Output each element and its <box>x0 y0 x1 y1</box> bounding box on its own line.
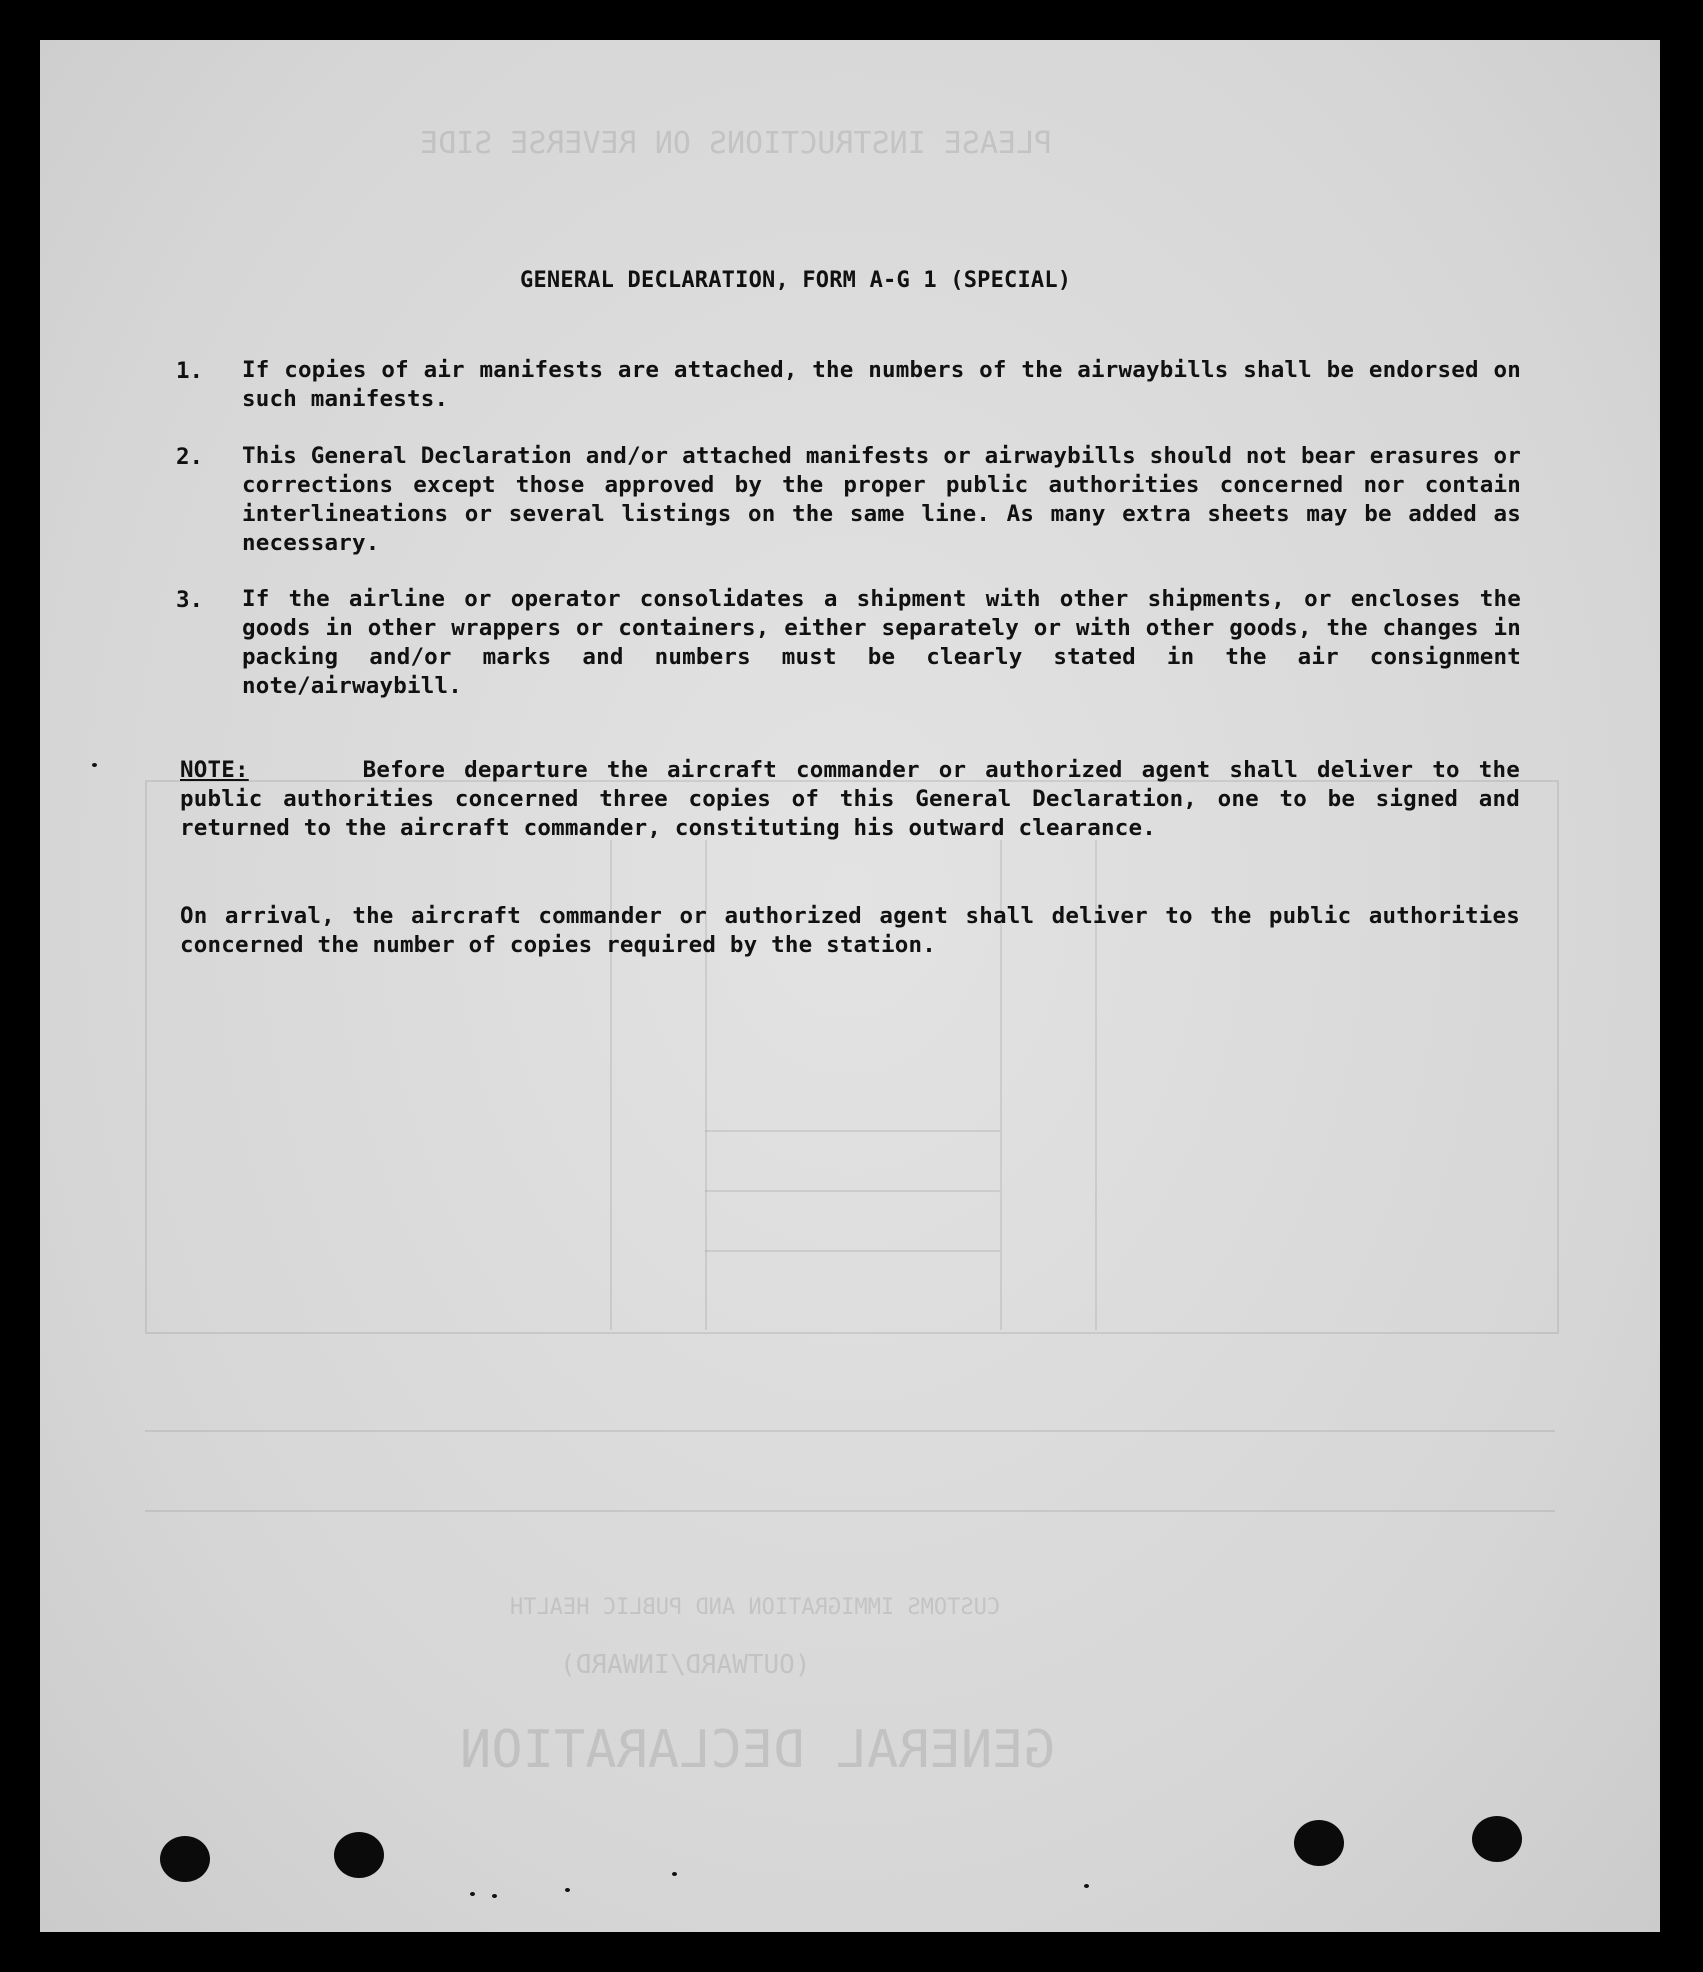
bleed-through-heading-large: GENERAL DECLARATION <box>460 1720 1055 1780</box>
item-1-number: 1. <box>176 358 204 384</box>
punch-hole <box>334 1832 384 1878</box>
document-page <box>40 40 1660 1932</box>
speck <box>92 763 97 767</box>
item-3-number: 3. <box>176 587 204 613</box>
bleed-through-heading: PLEASE INSTRUCTIONS ON REVERSE SIDE <box>420 126 1053 161</box>
speck <box>470 1892 475 1896</box>
bleed-through-subheading: (OUTWARD/INWARD) <box>560 1650 811 1680</box>
item-2-number: 2. <box>176 444 204 470</box>
punch-hole <box>1472 1816 1522 1862</box>
item-2-text: This General Declaration and/or attached manifests or airwaybills should not bear erasures or corrections except those approved by the proper public authorities concerned nor contain interlineations or several listings on the same line. As many extra sheets may be added as necessary. <box>242 443 1521 556</box>
item-3-text: If the airline or operator consolidates a shipment with other shipments, or encloses the goods in other wrappers or containers, either separately or with other goods, the changes in packing and/or marks and numbers must be clearly stated in the air consignment note/airwaybill. <box>242 586 1521 699</box>
bleed-through-row <box>145 1510 1555 1512</box>
punch-hole <box>160 1836 210 1882</box>
bleed-through-row <box>705 1130 1000 1132</box>
bleed-through-row <box>145 1430 1555 1432</box>
bleed-through-row <box>705 1190 1000 1192</box>
speck <box>1084 1884 1089 1888</box>
speck <box>492 1894 497 1898</box>
arrival-paragraph: On arrival, the aircraft commander or authorized agent shall deliver to the public authorities concerned the number of copies required by the station. <box>180 903 1520 958</box>
speck <box>672 1872 677 1876</box>
item-1-text: If copies of air manifests are attached, the numbers of the airwaybills shall be endorsed on such manifests. <box>242 357 1521 412</box>
punch-hole <box>1294 1820 1344 1866</box>
note-text: Before departure the aircraft commander or authorized agent shall deliver to the public authorities concerned three copies of this General Declaration, one to be signed and returned to the aircraft commander, constituting his outward clearance. <box>180 757 1520 841</box>
bleed-through-caption: CUSTOMS IMMIGRATION AND PUBLIC HEALTH <box>510 1595 1001 1620</box>
note-paragraph <box>180 756 1520 843</box>
form-title: GENERAL DECLARATION, FORM A-G 1 (SPECIAL) <box>520 268 1072 293</box>
note-label: NOTE: <box>180 757 249 783</box>
bleed-through-row <box>705 1250 1000 1252</box>
speck <box>565 1888 570 1892</box>
